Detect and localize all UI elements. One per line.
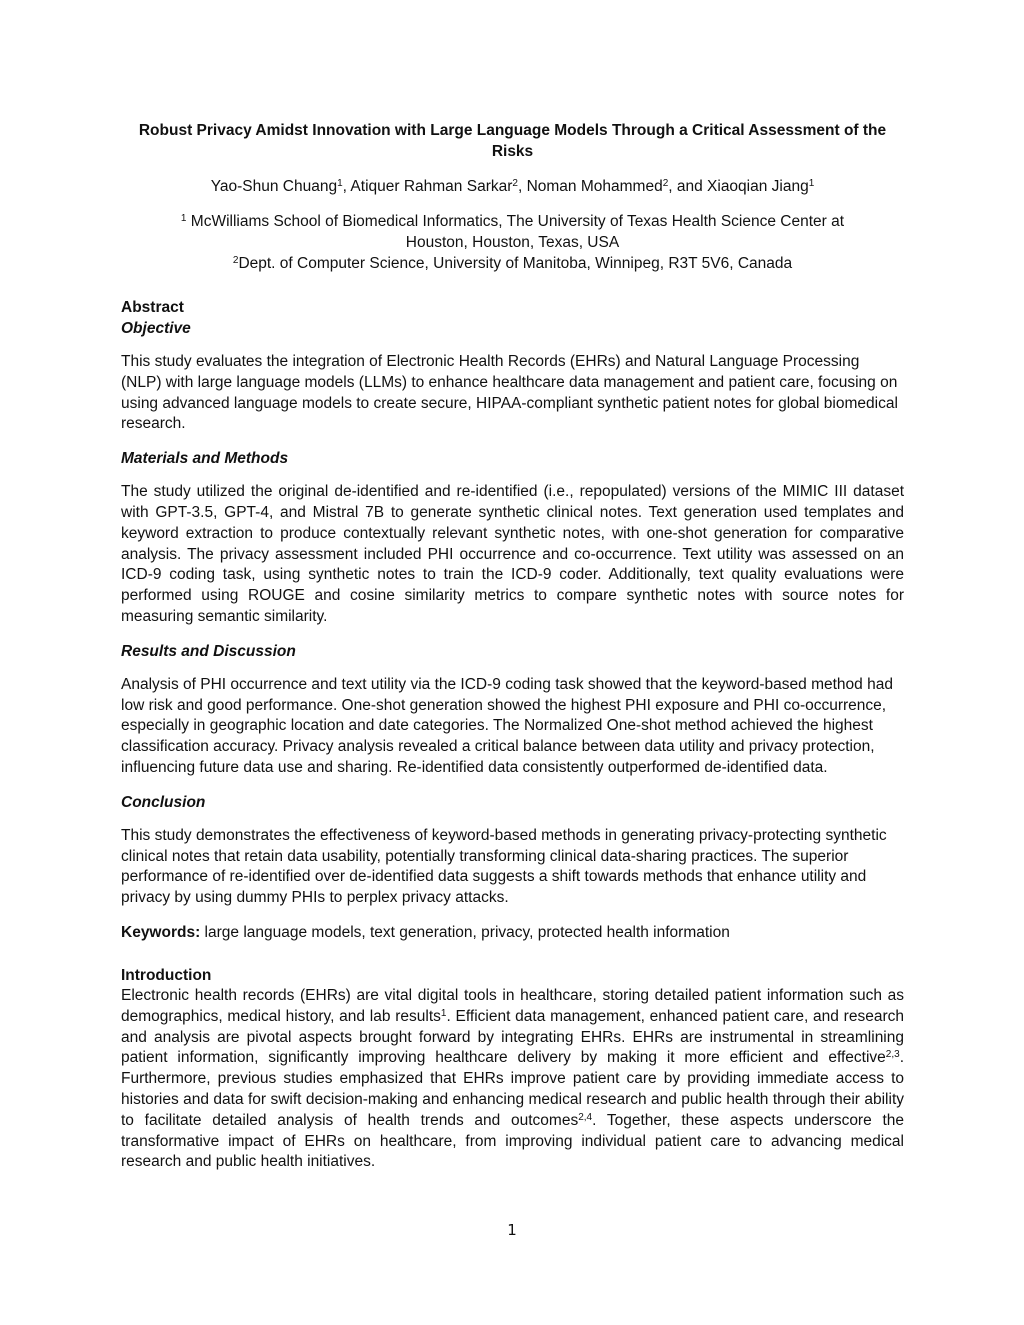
introduction-paragraph (121, 986, 904, 1173)
abstract-heading: Abstract (121, 299, 184, 316)
introduction-heading: Introduction (121, 966, 212, 984)
keywords (121, 922, 904, 943)
author-name: Noman Mohammed (526, 178, 663, 195)
paper-page (121, 120, 904, 1173)
conclusion-paragraph: This study demonstrates the effectiveness of keyword-based methods in generating privacy-protecting synthetic clinical notes that retain data usability, potentially transforming clinical data-sharing practices. The superior performance of re-identified over de-identified data suggests a shift towards methods that enhance utility and privacy by using dummy PHIs to perplex privacy attacks. (121, 826, 887, 907)
intro-text: . Furthermore, previous studies emphasized that EHRs improve patient care by providing immediate access to histories and data for swift decision-making and enhancing medical research and public health through their ability to facilitate detailed analysis of health trends and outcomes (121, 1049, 904, 1129)
author-affiliation-mark: 2 (512, 178, 518, 189)
keywords-label: Keywords: (121, 923, 201, 941)
results-paragraph: Analysis of PHI occurrence and text utility via the ICD-9 coding task showed that the keyword-based method had low risk and good performance. One-shot generation showed the highest PHI exposure and PHI co-occurrence, especially in geographic location and date categories. The Normalized One-shot method achieved the highest classification accuracy. Privacy analysis revealed a critical balance between data utility and privacy protection, influencing future data use and sharing. Re-identified data consistently outperformed de-identified data. (121, 675, 893, 776)
methods-heading: Materials and Methods (121, 450, 289, 468)
affiliation-text: Dept. of Computer Science, University of Manitoba, Winnipeg, R3T 5V6, Canada (238, 255, 793, 272)
keywords-text: large language models, text generation, privacy, protected health information (200, 923, 730, 941)
conclusion-heading: Conclusion (121, 793, 206, 811)
author-separator: , and (668, 178, 708, 195)
author-separator: , (342, 178, 351, 195)
author-name: Atiquer Rahman Sarkar (350, 178, 513, 195)
affiliations (121, 211, 904, 274)
page-number: 1 (507, 1221, 517, 1239)
citation-ref: 2,3 (885, 1049, 900, 1061)
author-affiliation-mark: 1 (808, 178, 815, 189)
affiliation-mark: 1 (180, 213, 187, 224)
paper-title: Robust Privacy Amidst Innovation with Large Language Models Through a Critical Assessment of the Risks (138, 122, 887, 160)
methods-paragraph: The study utilized the original de-identified and re-identified (i.e., repopulated) versions of the MIMIC III dataset with GPT-3.5, GPT-4, and Mistral 7B to generate synthetic clinical notes. Text generation used templates and keyword extraction to produce contextually relevant synthetic notes, with one-shot generation for comparative analysis. The privacy assessment included PHI occurrence and co-occurrence. Text utility was assessed on an ICD-9 coding task, using synthetic notes to train the ICD-9 coder. Additionally, text quality evaluations were performed using ROUGE and cosine similarity metrics to compare synthetic notes with source notes for measuring semantic similarity. (121, 483, 904, 625)
results-heading: Results and Discussion (121, 642, 296, 660)
citation-ref: 2,4 (578, 1111, 593, 1123)
author-name: Yao-Shun Chuang (210, 178, 338, 195)
affiliation-1 (121, 211, 904, 232)
intro-text: . Together, these aspects underscore the transformative impact of EHRs on healthcare, from improving individual patient care to advancing medical research and public health initiatives. (121, 1111, 904, 1171)
citation-ref: 1 (440, 1007, 447, 1019)
objective-paragraph: This study evaluates the integration of Electronic Health Records (EHRs) and Natural Language Processing (NLP) with large language models (LLMs) to enhance healthcare data management and patient care, focusing on using advanced language models to create secure, HIPAA-compliant synthetic patient notes for global biomedical research. (121, 353, 898, 433)
author-name: Xiaoqian Jiang (707, 178, 809, 195)
affiliation-2 (121, 253, 904, 274)
author-list (121, 176, 904, 197)
affiliation-1-cont: Houston, Houston, Texas, USA (405, 234, 620, 251)
affiliation-text: McWilliams School of Biomedical Informatics, The University of Texas Health Science Center at (186, 213, 845, 230)
author-affiliation-mark: 1 (337, 178, 343, 189)
author-separator: , (517, 178, 527, 195)
affiliation-mark: 2 (232, 255, 239, 266)
objective-heading: Objective (121, 320, 191, 337)
intro-text: Electronic health records (EHRs) are vital digital tools in healthcare, storing detailed patient information such as demographics, medical history, and lab results (121, 986, 904, 1025)
intro-text: . Efficient data management, enhanced patient care, and research and analysis are pivotal aspects brought forward by integrating EHRs. EHRs are instrumental in streamlining patient information, significantly improving healthcare delivery by making it more efficient and effective (121, 1007, 904, 1067)
author-affiliation-mark: 2 (662, 178, 669, 189)
